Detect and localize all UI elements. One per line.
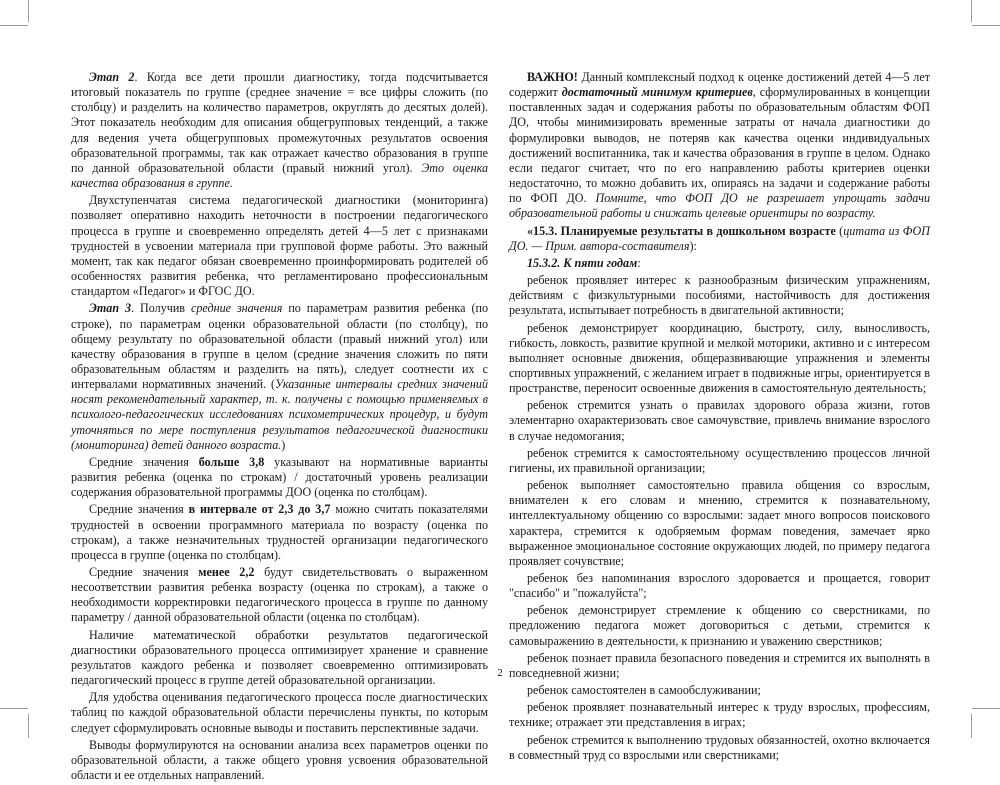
stage-2-paragraph: Этап 2. Когда все дети прошли диагностику, тогда подсчитывается итоговый показатель по группе (среднее значение = все цифры сложить (по столбцу) и разделить на количество параметров, округлять до десятых долей). Этот показатель необходим для описания общегрупповых тенденций, а также для ведения учета общегрупповых промежуточных результатов освоения образовательной программы, так как отражает качество образования в группе по данной образовательной области (правый нижний угол). Это оценка качества образования в группе. (71, 70, 489, 191)
list-item: ребенок познает правила безопасного поведения и стремится их выполнять в повседневной жизни; (509, 650, 930, 680)
norm-range-paragraph: Средние значения больше 3,8 указывают на нормативные варианты развития ребенка (оценка по строкам) / достаточный уровень реализации содержания образовательной программы ДОО (оценка по столбцам). (71, 454, 488, 500)
page-number: 2 (497, 667, 503, 679)
crop-mark (28, 714, 29, 738)
conclusions-paragraph: Выводы формулируются на основании анализа всех параметров оценки по образовательной области, а также общего уровня усвоения образовательной области и ее отдельных направлений. (71, 737, 488, 783)
math-processing-paragraph: Наличие математической обработки результатов педагогической диагностики образовательного процесса оптимизирует хранение и сравнение результатов каждого ребенка и позволяет своевременно оптимизировать педагогический процесс в группе детей образовательной организации. (71, 627, 488, 688)
right-column (509, 70, 930, 765)
list-item: ребенок проявляет интерес к разнообразным физическим упражнениям, действиям с физкультурными пособиями, настойчивость для достижения результата, испытывает потребность в двигательной активности; (509, 273, 930, 318)
section-heading: «15.3. Планируемые результаты в дошкольном возрасте (цитата из ФОП ДО. — Прим. автора-составителя): (509, 223, 930, 253)
crop-mark (0, 25, 28, 26)
crop-mark (972, 708, 1000, 709)
crop-mark (0, 708, 28, 709)
crop-mark (971, 0, 972, 22)
list-item: ребенок самостоятелен в самообслуживании; (527, 683, 761, 698)
list-item: ребенок стремится к самостоятельному осуществлению процессов личной гигиены, их правильной организации; (509, 445, 930, 475)
subsection-heading: 15.3.2. К пяти годам: (527, 255, 641, 270)
list-item: ребенок стремится узнать о правилах здорового образа жизни, готов элементарно охарактеризовать свое самочувствие, привлечь внимание взрослого в случае недомогания; (509, 398, 930, 443)
stage-3-paragraph: Этап 3. Получив средние значения по параметрам развития ребенка (по строке), по параметрам оценки образовательной области (по столбцу), по общему результату по образовательной области (правый нижний угол) или качеству образования в группе в целом (средние значения сложить по пяти образовательным областям и разделить на пять), следует соотнести их с интервалами нормативных значений. (Указанные интервалы средних значений носят рекомендательный характер, т. к. получены с помощью применяемых в психолого-педагогических исследованиях психометрических процедур, и будут уточняться по мере поступления результатов педагогической диагностики (мониторинга) детей данного возраста.) (71, 301, 489, 452)
list-item: ребенок стремится к выполнению трудовых обязанностей, охотно включается в совместный труд со взрослыми или сверстниками; (509, 732, 930, 762)
list-item: ребенок демонстрирует координацию, быстроту, силу, выносливость, гибкость, ловкость, развитие крупной и мелкой моторики, активно и с интересом выполняет основные движения, общеразвивающие упражнения и элементы спортивных упражнений, с желанием играет в подвижные игры, ориентируется в пространстве, переносит освоенные движения в самостоятельную деятельность; (509, 320, 930, 396)
convenience-paragraph: Для удобства оценивания педагогического процесса после диагностических таблиц по каждой образовательной области перечислены пункты, по которым следует сформулировать основные выводы и поставить перспективные задачи. (71, 690, 488, 735)
list-item: ребенок демонстрирует стремление к общению со сверстниками, по предложению педагога может договориться с детьми, стремится к самовыражению в деятельности, к признанию и уважению сверстников; (509, 603, 930, 648)
important-paragraph: ВАЖНО! Данный комплексный подход к оценке достижений детей 4—5 лет содержит достаточный минимум критериев, сформулированных в концепции поставленных задач и содержания работы по образовательным областям ФОП ДО, чтобы минимизировать временные затраты от начала диагностики до формулировки выводов, не потеряв как качества оценки индивидуальных достижений воспитанника, так и качества образования в группе в целом. Однако если педагог считает, что по его направлению работы критериев оценки недостаточно, то можно добавить их, опираясь на задачи и содержание работы по ФОП ДО. Помните, что ФОП ДО не разрешает упрощать задачи образовательной работы и снижать целевые ориентиры по возрасту. (509, 70, 931, 221)
list-item: ребенок без напоминания взрослого здоровается и прощается, говорит "спасибо" и "пожалуйста"; (509, 571, 930, 601)
crop-mark (972, 25, 1000, 26)
two-stage-system-paragraph: Двухступенчатая система педагогической диагностики (мониторинга) позволяет оперативно находить неточности в построении педагогического процесса в группе и своевременно определять детей 4—5 лет с признаками трудностей в усвоении материала при групповой форме работы. Это важный момент, так как педагог обязан своевременно проинформировать родителей об особенностях развития ребенка, что регламентировано профессиональным стандартом «Педагог» и ФГОС ДО. (71, 193, 488, 299)
crop-mark (28, 0, 29, 22)
mismatch-range-paragraph: Средние значения менее 2,2 будут свидетельствовать о выраженном несоответствии развития ребенка возрасту (оценка по строкам), а также о необходимости корректировки педагогического процесса в группе по данному параметру / данной образовательной области (оценка по столбцам). (71, 565, 488, 625)
difficulty-range-paragraph: Средние значения в интервале от 2,3 до 3,7 можно считать показателями трудностей в освоении программного материала по возрасту (оценка по строкам), а также незначительных трудностей организации педагогического процесса в группе (оценка по столбцам). (71, 502, 488, 562)
list-item: ребенок выполняет самостоятельно правила общения со взрослым, внимателен к его словам и мнению, стремится к познавательному, интеллектуальному общению со взрослыми: задает много вопросов поискового характера, стремится к одобряемым формам поведения, замечает ярко выраженное эмоциональное состояние окружающих людей, по примеру педагога проявляет сочувствие; (509, 478, 930, 568)
list-item: ребенок проявляет познавательный интерес к труду взрослых, профессиям, технике; отражает эти представления в играх; (509, 700, 930, 730)
crop-mark (971, 714, 972, 738)
